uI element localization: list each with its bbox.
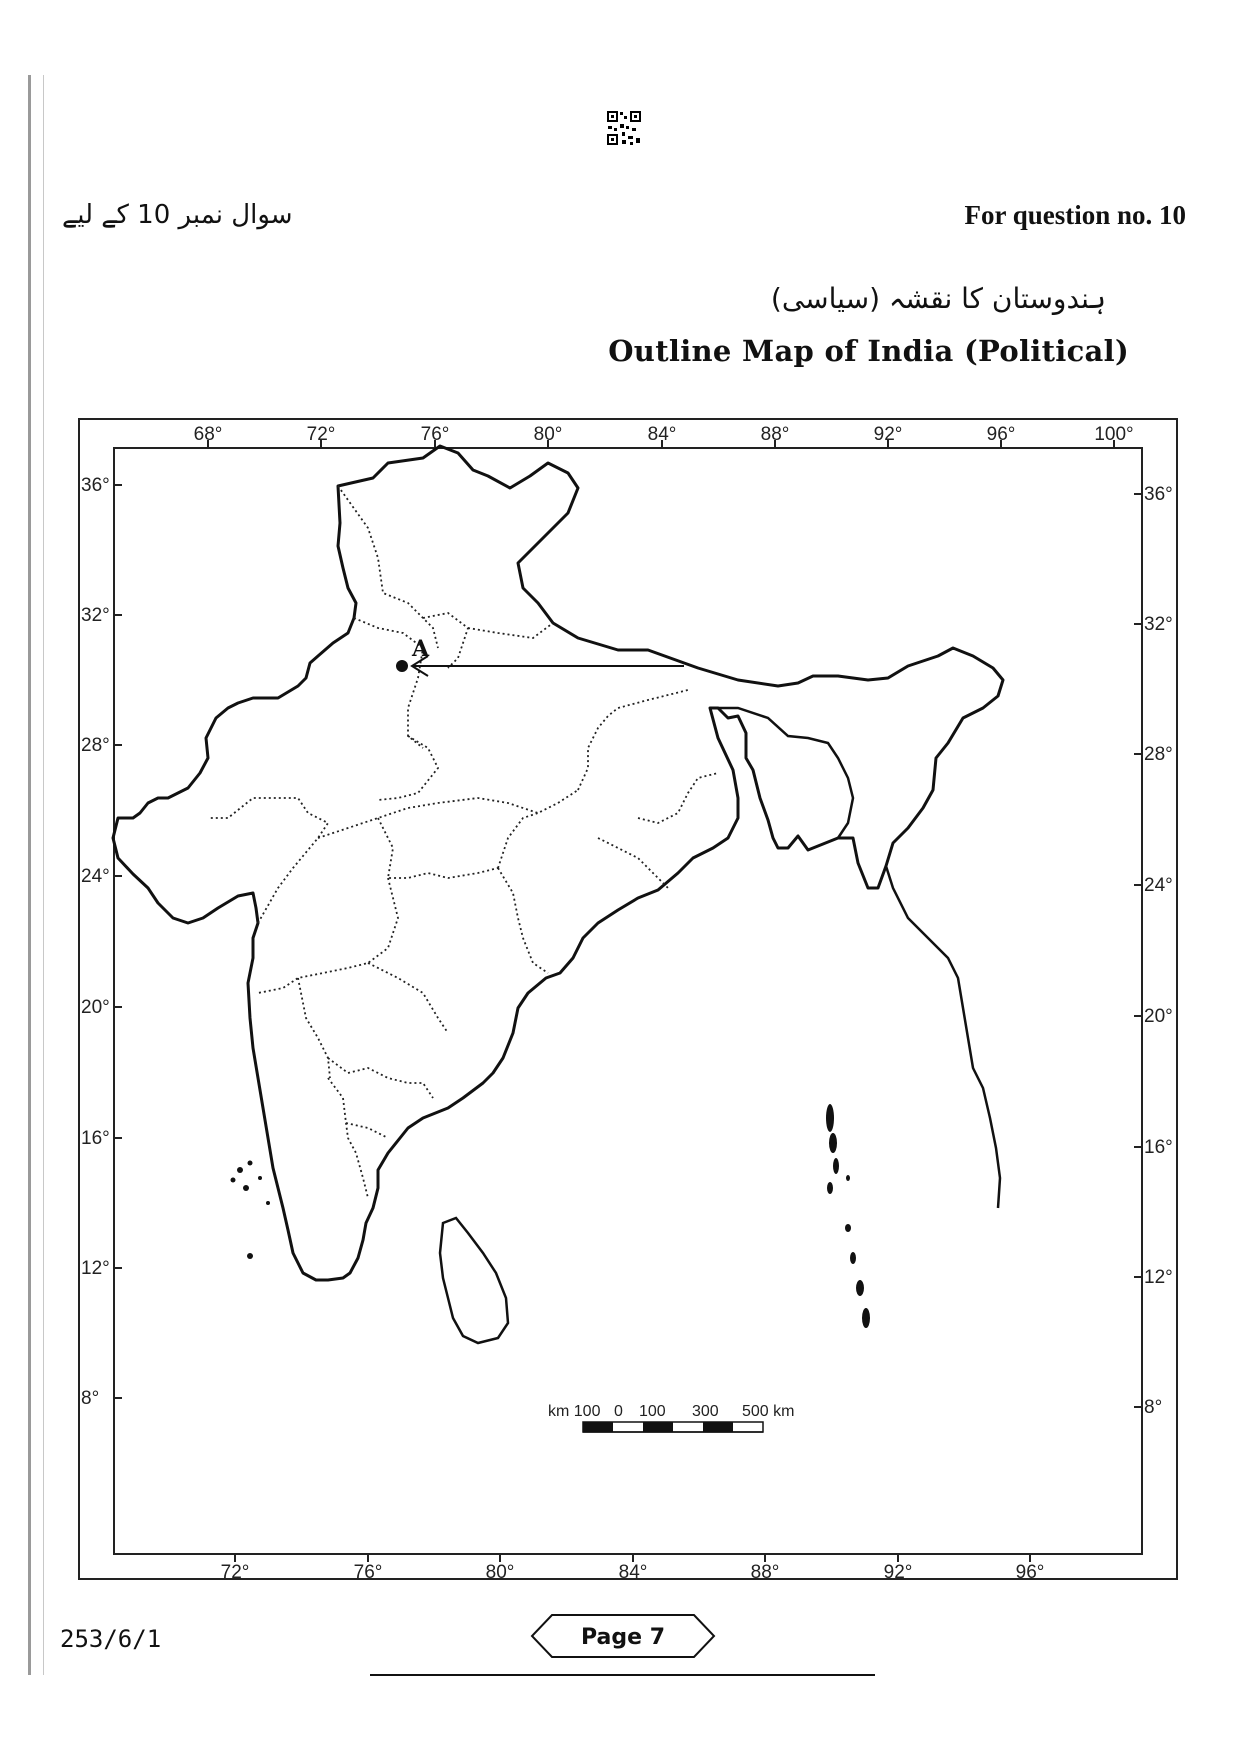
qr-code-icon: [606, 110, 642, 146]
right-lat-32: 32°: [1144, 614, 1173, 635]
top-lon-92: 92°: [873, 424, 903, 445]
myanmar-coastline: [886, 866, 1000, 1208]
marker-a: [396, 636, 684, 676]
right-lat-36: 36°: [1144, 484, 1173, 505]
left-lat-12: 12°: [81, 1258, 110, 1279]
urdu-map-title: ہندوستان کا نقشہ (سیاسی): [770, 282, 1106, 315]
scale-label-km100: km 100: [548, 1403, 601, 1420]
page-number-badge: [530, 1613, 716, 1659]
right-lat-24: 24°: [1144, 875, 1173, 896]
marker-a-dot: [396, 660, 408, 672]
inner-frame: [114, 448, 1142, 1554]
paper-code: 253/6/1: [60, 1625, 162, 1653]
scale-label-500: 500 km: [742, 1403, 795, 1420]
bottom-lon-88: 88°: [750, 1562, 780, 1580]
question-label: For question no. 10: [964, 200, 1186, 230]
top-lon-76: 76°: [420, 424, 450, 445]
right-latitude-scale: [1134, 484, 1173, 1418]
left-latitude-scale: [81, 475, 122, 1409]
bottom-longitude-scale: [221, 1554, 1045, 1580]
top-lon-80: 80°: [533, 424, 563, 445]
right-lat-8: 8°: [1144, 1397, 1163, 1418]
right-lat-20: 20°: [1144, 1006, 1173, 1027]
left-lat-20: 20°: [81, 997, 110, 1018]
left-lat-36: 36°: [81, 475, 110, 496]
page-label: Page 7: [580, 1625, 666, 1650]
page-margin-bar: [28, 75, 44, 1675]
top-lon-88: 88°: [760, 424, 790, 445]
northeast-boundary: [710, 708, 853, 838]
sri-lanka-outline: [440, 1218, 508, 1343]
right-lat-16: 16°: [1144, 1137, 1173, 1158]
left-lat-24: 24°: [81, 866, 110, 887]
top-lon-96: 96°: [986, 424, 1016, 445]
marker-a-label: A: [412, 636, 430, 662]
lakshadweep-islands: [231, 1161, 271, 1260]
scale-label-0: 0: [614, 1403, 623, 1420]
left-lat-8: 8°: [81, 1388, 100, 1409]
bottom-lon-96: 96°: [1015, 1562, 1045, 1580]
andaman-nicobar-islands: [826, 1104, 870, 1328]
urdu-question-label: سوال نمبر 10 کے لیے: [62, 200, 293, 230]
bottom-lon-80: 80°: [485, 1562, 515, 1580]
state-boundaries: [208, 486, 718, 1198]
india-outline-map: [78, 418, 1178, 1580]
page-footer-rule: [370, 1674, 875, 1676]
outer-frame: [79, 419, 1177, 1579]
top-lon-68: 68°: [193, 424, 223, 445]
map-title: Outline Map of India (Political): [608, 334, 1129, 368]
scale-label-300: 300: [692, 1403, 719, 1420]
bottom-lon-84: 84°: [618, 1562, 648, 1580]
left-lat-28: 28°: [81, 735, 110, 756]
left-lat-16: 16°: [81, 1128, 110, 1149]
map-scale: [548, 1403, 794, 1432]
left-lat-32: 32°: [81, 605, 110, 626]
right-lat-12: 12°: [1144, 1267, 1173, 1288]
top-lon-100: 100°: [1094, 424, 1134, 445]
right-lat-28: 28°: [1144, 744, 1173, 765]
india-boundary: [113, 446, 1003, 1280]
scale-label-100: 100: [639, 1403, 666, 1420]
top-lon-84: 84°: [647, 424, 677, 445]
top-lon-72: 72°: [306, 424, 336, 445]
bottom-lon-76: 76°: [353, 1562, 383, 1580]
bottom-lon-72: 72°: [220, 1562, 250, 1580]
top-longitude-scale: [194, 424, 1134, 448]
bottom-lon-92: 92°: [883, 1562, 913, 1580]
